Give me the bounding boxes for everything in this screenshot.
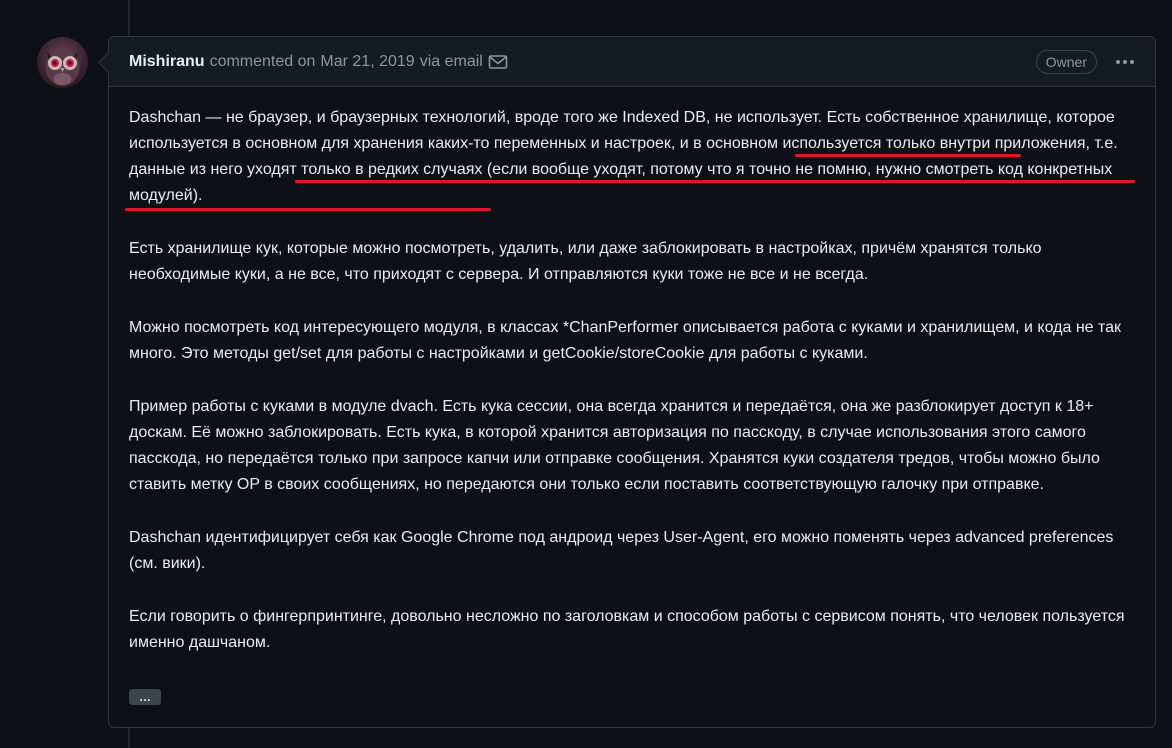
comment-meta [210, 53, 483, 71]
author-link[interactable]: Mishiranu [129, 52, 205, 70]
paragraph-1-text-b: только внутри приложения, [881, 135, 1095, 152]
avatar[interactable] [37, 37, 88, 88]
via-email-label: via email [419, 52, 483, 70]
comment-header [109, 37, 1155, 87]
header-actions [1036, 50, 1139, 74]
comment-paragraph-6: Если говорить о фингерпринтинге, довольно несложно по заголовкам и способом работы с сервисом понять, что человек пользуется именно дашчаном. [129, 608, 1125, 651]
mail-icon [488, 54, 508, 70]
kebab-horizontal-icon[interactable] [1111, 52, 1139, 72]
annotation-underline-2 [295, 180, 1135, 183]
comment-action: commented on [209, 52, 316, 70]
annotation-underline-1 [795, 154, 1021, 157]
annotation-underline-3 [125, 208, 491, 211]
comment-box [108, 36, 1156, 728]
comment-date-link[interactable]: Mar 21, 2019 [320, 52, 415, 70]
expand-hidden-text-button[interactable]: … [129, 689, 161, 705]
comment-paragraph-1 [129, 105, 1135, 209]
comment-paragraph-2: Есть хранилище кук, которые можно посмотреть, удалить, или даже заблокировать в настройках, причём хранятся только необходимые куки, а не все, что приходят с сервера. И отправляются куки тоже не все и не всегда. [129, 240, 1042, 283]
highlight-1: и в основном используется [679, 135, 882, 152]
comment-paragraph-5: Dashchan идентифицирует себя как Google Chrome под андроид через User-Agent, его можно поменять через advanced preferences (см. вики). [129, 529, 1114, 572]
comment-paragraph-4: Пример работы с куками в модуле dvach. Есть кука сессии, она всегда хранится и передаётся, она же разблокирует доступ к 18+ доскам. Её можно заблокировать. Есть кука, в которой хранится авторизация по пасскоду, в случае использования этого самого пасскода, но передаётся только при запросе капчи или отправке сообщения. Хранятся куки создателя тредов, чтобы можно было ставить метку OP в своих сообщениях, но передаются они только если поставить соответствующую галочку при отправке. [129, 398, 1100, 493]
owl-avatar-icon [37, 37, 88, 88]
owner-badge: Owner [1036, 50, 1097, 74]
paragraph-1-text-a: Dashchan — не браузер, и браузерных технологий, вроде того же Indexed DB, не использует. Есть собственное хранилище, которое используется в основном для хранения каких-то переменных и настроек, [129, 109, 1115, 152]
comment-body [109, 87, 1155, 656]
highlight-2: т.е. данные из него уходят только в редких случаях (если вообще уходят, потому что я точно не помню, нужно смотреть код конкретных модулей). [129, 135, 1118, 204]
comment-paragraph-3: Можно посмотреть код интересующего модуля, в классах *ChanPerformer описывается работа с куками и хранилищем, и кода не так много. Это методы get/set для работы с настройками и getCookie/storeCookie для работы с куками. [129, 319, 1122, 362]
